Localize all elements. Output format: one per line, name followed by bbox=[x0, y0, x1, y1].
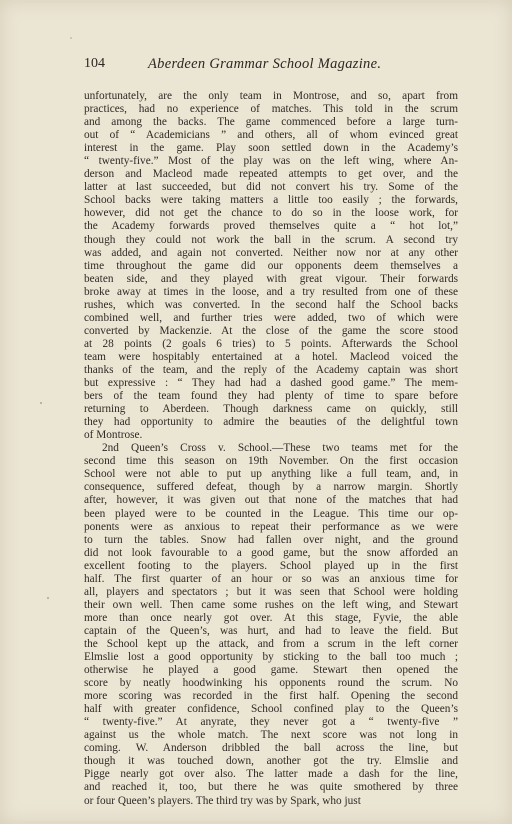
paper-speck bbox=[47, 597, 49, 599]
paper-speck bbox=[70, 37, 72, 39]
text-line: was added, and again not converted. Neither now nor at any other bbox=[84, 246, 458, 259]
text-line: of Montrose. bbox=[84, 429, 143, 442]
text-line: ponents were as anxious to repeat their performance as we were bbox=[84, 520, 458, 533]
text-line: though it was touched down, another got the try. Elmslie and bbox=[84, 755, 458, 768]
text-line: they had opportunity to admire the beauties of the delightful town bbox=[84, 416, 458, 429]
text-line: half with greater confidence, School confined play to the Queen’s bbox=[84, 703, 458, 716]
text-line: however, did not get the chance to do so in the loose work, for bbox=[84, 207, 458, 220]
text-line: bers of the team found they had plenty of time to spare before bbox=[84, 390, 458, 403]
text-line: consequence, suffered defeat, though by a narrow margin. Shortly bbox=[84, 481, 458, 494]
text-line: against us the whole match. The next score was not long in bbox=[84, 729, 458, 742]
text-line: coming. W. Anderson dribbled the ball across the line, but bbox=[84, 742, 458, 755]
page-number: 104 bbox=[84, 56, 105, 71]
text-line: converted by Mackenzie. At the close of the game the score stood bbox=[84, 324, 458, 337]
text-line: interest in the game. Play soon settled down in the Academy’s bbox=[84, 142, 458, 155]
text-line: and among the backs. The game commenced before a large turn- bbox=[84, 116, 458, 129]
text-line: and reached it, too, but there he was quite smothered by three bbox=[84, 781, 458, 794]
text-line: School backs were taking matters a little too easily ; the forwards, bbox=[84, 194, 458, 207]
text-line: score by neatly hoodwinking his opponents round the scrum. No bbox=[84, 677, 458, 690]
text-line: Elmslie lost a good opportunity by sticking to the ball too much ; bbox=[84, 651, 458, 664]
text-line: all, players and spectators ; but it was seen that School were holding bbox=[84, 585, 458, 598]
text-line: second time this season on 19th November. On the first occasion bbox=[84, 455, 458, 468]
text-line: practices, had no experience of matches. This told in the scrum bbox=[84, 103, 458, 116]
text-line: thanks of the team, and the reply of the Academy captain was short bbox=[84, 363, 458, 376]
text-line: more scoring was recorded in the first half. Opening the second bbox=[84, 690, 458, 703]
text-line: otherwise he played a good game. Stewart then opened the bbox=[84, 664, 458, 677]
text-line: team were hospitably entertained at a hotel. Macleod voiced the bbox=[84, 350, 458, 363]
text-line: more than once nearly got over. At this stage, Fyvie, the able bbox=[84, 611, 458, 624]
text-line: captain of the Queen’s, was hurt, and had to leave the field. But bbox=[84, 624, 458, 637]
page-header bbox=[84, 56, 456, 76]
running-title: Aberdeen Grammar School Magazine. bbox=[148, 56, 382, 72]
text-line: half. The first quarter of an hour or so was an anxious time for bbox=[84, 572, 458, 585]
text-line: time throughout the game did our opponents deem themselves a bbox=[84, 259, 458, 272]
text-line: Pigge nearly got over also. The latter made a dash for the line, bbox=[84, 768, 458, 781]
text-line: “ twenty-five.” Most of the play was on the left wing, where An- bbox=[84, 155, 458, 168]
paragraph bbox=[84, 90, 458, 442]
paragraph bbox=[84, 442, 458, 807]
text-line: School were not able to put up anything like a full team, and, in bbox=[84, 468, 458, 481]
text-line: or four Queen’s players. The third try was by Spark, who just bbox=[84, 794, 361, 807]
text-line: broke away at times in the loose, and a try resulted from one of these bbox=[84, 285, 458, 298]
text-line: but expressive : “ They had had a dashed good game.” The mem- bbox=[84, 377, 458, 390]
text-line: unfortunately, are the only team in Montrose, and so, apart from bbox=[84, 90, 458, 102]
text-line: been played were to be counted in the League. This time our op- bbox=[84, 507, 458, 520]
paper-speck bbox=[40, 402, 42, 404]
text-line: excellent footing to the players. School played up in the first bbox=[84, 559, 458, 572]
body-text bbox=[84, 90, 458, 808]
text-line: their own well. Then came some rushes on the left wing, and Stewart bbox=[84, 598, 458, 611]
text-line: though they could not work the ball in the scrum. A second try bbox=[84, 233, 458, 246]
text-line: combined well, and further tries were added, two of which were bbox=[84, 311, 458, 324]
text-line: after, however, it was given out that none of the matches that had bbox=[84, 494, 458, 507]
text-line: derson and Macleod made repeated attempts to get over, and the bbox=[84, 168, 458, 181]
text-line: latter at last succeeded, but did not convert his try. Some of the bbox=[84, 181, 458, 194]
text-line: out of “ Academicians ” and others, all of whom evinced great bbox=[84, 129, 458, 142]
text-line: the School kept up the attack, and from a scrum in the left corner bbox=[84, 637, 458, 650]
text-line: beaten side, and they played with great vigour. Their forwards bbox=[84, 272, 458, 285]
text-line: did not look favourable to a good game, but the snow afforded an bbox=[84, 546, 458, 559]
text-line: at 28 points (2 goals 6 tries) to 5 points. Afterwards the School bbox=[84, 337, 458, 350]
text-line: “ twenty-five.” At anyrate, they never got a “ twenty-five ” bbox=[84, 716, 458, 729]
text-line: returning to Aberdeen. Though darkness came on quickly, still bbox=[84, 403, 458, 416]
text-line: the Academy forwards proved themselves quite a “ hot lot,” bbox=[84, 220, 458, 233]
text-line: to turn the tables. Snow had fallen over night, and the ground bbox=[84, 533, 458, 546]
text-line: rushes, which was converted. In the second half the School backs bbox=[84, 298, 458, 311]
text-line: 2nd Queen’s Cross v. School.—These two teams met for the bbox=[102, 442, 458, 455]
